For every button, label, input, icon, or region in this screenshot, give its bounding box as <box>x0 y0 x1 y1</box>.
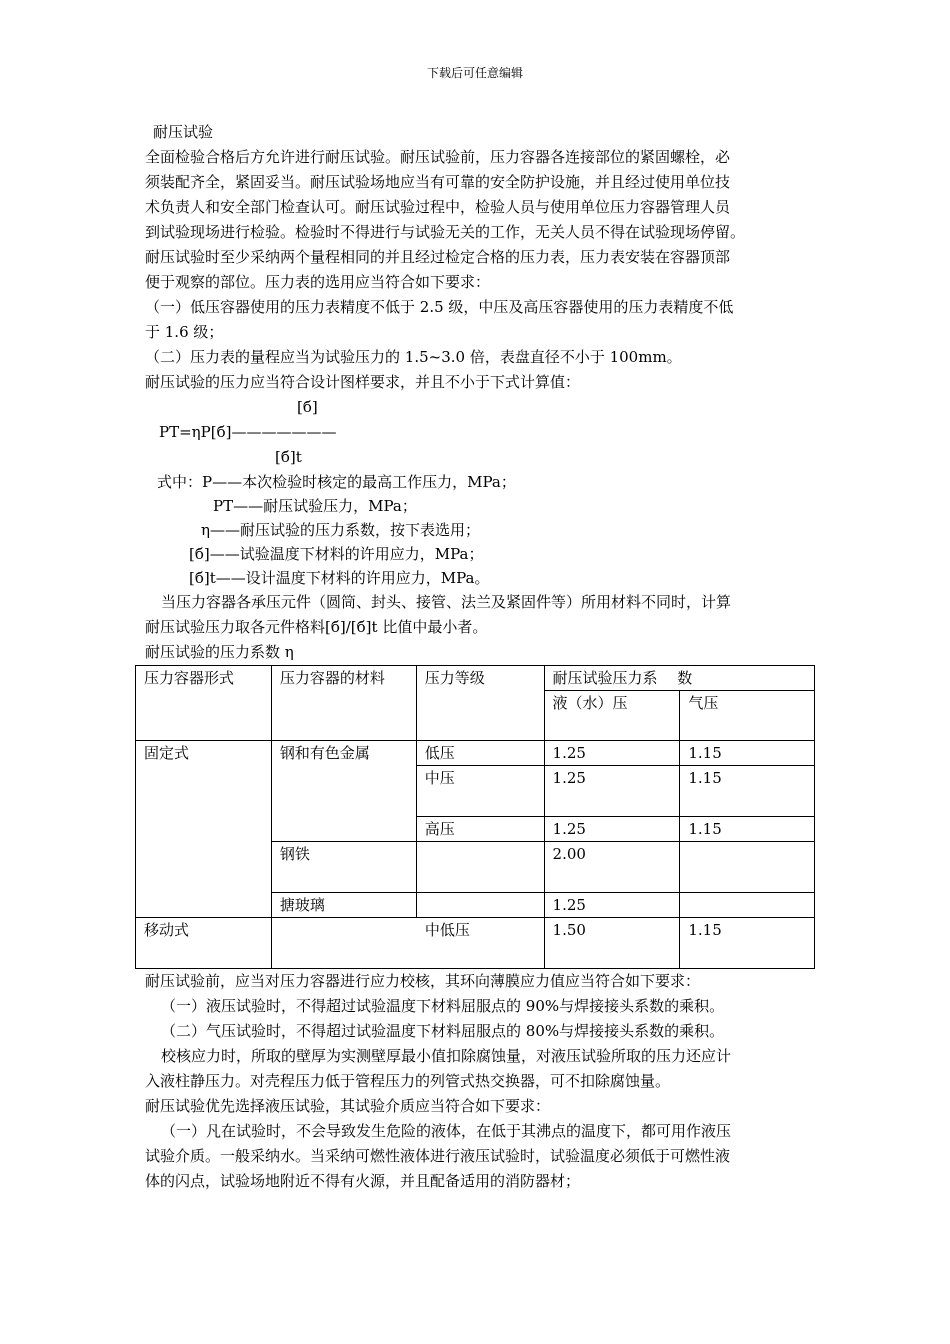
pressure-coefficient-table <box>135 665 815 969</box>
header-gas: 气压 <box>680 691 815 741</box>
paragraph-materials: 当压力容器各承压元件（圆筒、封头、接管、法兰及紧固件等）所用材料不同时，计算 耐压试验压力取各元件格料[б]/[б]t 比值中最小者。 <box>145 593 732 636</box>
formula-main: PT=ηP[б]——————— <box>159 423 337 441</box>
page-header: 下载后可任意编辑 <box>426 66 523 80</box>
paragraph-wall-thickness: 校核应力时，所取的壁厚为实测壁厚最小值扣除腐蚀量，对液压试验所取的压力还应计 入液柱静压力。对壳程压力低于管程压力的列管式热交换器，可不扣除腐蚀量。 <box>145 1047 732 1090</box>
medium-requirement-1: （一）凡在试验时，不会导致发生危险的液体，在低于其沸点的温度下，都可用作液压 试验介质。一般采纳水。当采纳可燃性液体进行液压试验时，试验温度必须低于可燃性液 体的闪点，试验场地附近不得有火源，并且配备适用的消防器材； <box>145 1122 732 1190</box>
table-caption: 耐压试验的压力系数 η <box>145 643 294 661</box>
document-body <box>145 120 815 1194</box>
check-liquid: （一）液压试验时，不得超过试验温度下材料屈服点的 90%与焊接接头系数的乘积。 <box>161 997 725 1015</box>
cell-enamel-liquid: 1.25 <box>544 893 680 918</box>
cell-mobile-gas: 1.15 <box>680 918 815 969</box>
formula-numerator: [б] <box>297 398 318 416</box>
header-coefficient: 耐压试验压力系 数 <box>544 666 814 691</box>
paragraph-medium: 耐压试验优先选择液压试验，其试验介质应当符合如下要求： <box>145 1097 551 1115</box>
cell-low-liquid: 1.25 <box>544 741 680 766</box>
cell-mobile-liquid: 1.50 <box>544 918 680 969</box>
cell-low-gas: 1.15 <box>680 741 815 766</box>
cell-fixed: 固定式 <box>136 741 272 918</box>
cell-mobile: 移动式 <box>136 918 272 969</box>
paragraph-stress-check: 耐压试验前，应当对压力容器进行应力校核，其环向薄膜应力值应当符合如下要求： <box>145 972 701 990</box>
formula-definitions: 式中：P——本次检验时核定的最高工作压力，MPa； PT——耐压试验压力，MPa； η——耐压试验的压力系数，按下表选用； [б]——试验温度下材料的许用应力，MPa； [б]t——设计温度下材料的许用应力，MPa。 <box>157 473 516 587</box>
header-form: 压力容器形式 <box>136 666 272 741</box>
paragraph-intro: 全面检验合格后方允许进行耐压试验。耐压试验前，压力容器各连接部位的紧固螺栓，必 须装配齐全，紧固妥当。耐压试验场地应当有可靠的安全防护设施，并且经过使用单位技 术负责人和安全部门检查认可。耐压试验过程中，检验人员与使用单位压力容器管理人员 到试验现场进行检验。检验时不得进行与试验无关的工作，无关人员不得在试验现场停留。 耐压试验时至少采纳两个量程相同的并且经过检定合格的压力表，压力表安装在容器顶部 便于观察的部位。压力表的选用应当符合如下要求： <box>145 148 746 291</box>
requirement-2: （二）压力表的量程应当为试验压力的 1.5~3.0 倍，表盘直径不小于 100mm。 <box>145 348 682 366</box>
cell-high: 高压 <box>416 817 544 842</box>
cell-cast-iron-liquid: 2.00 <box>544 842 680 893</box>
check-gas: （二）气压试验时，不得超过试验温度下材料屈服点的 80%与焊接接头系数的乘积。 <box>161 1022 725 1040</box>
cell-cast-iron: 钢铁 <box>271 842 416 893</box>
formula-denominator: [б]t <box>275 448 302 466</box>
header-level: 压力等级 <box>416 666 544 741</box>
section-title: 耐压试验 <box>153 123 214 141</box>
cell-low: 低压 <box>416 741 544 766</box>
header-material: 压力容器的材料 <box>271 666 416 741</box>
requirement-1: （一）低压容器使用的压力表精度不低于 2.5 级，中压及高压容器使用的压力表精度不低 于 1.6 级； <box>145 298 734 341</box>
pressure-formula <box>145 395 815 470</box>
cell-mobile-level: 中低压 <box>271 918 544 969</box>
cell-mid-gas: 1.15 <box>680 766 815 817</box>
cell-high-liquid: 1.25 <box>544 817 680 842</box>
cell-steel-nonferrous: 钢和有色金属 <box>271 741 416 842</box>
cell-enamel: 搪玻璃 <box>271 893 416 918</box>
formula-intro: 耐压试验的压力应当符合设计图样要求，并且不小于下式计算值： <box>145 373 581 391</box>
cell-high-gas: 1.15 <box>680 817 815 842</box>
cell-mid: 中压 <box>416 766 544 817</box>
cell-mid-liquid: 1.25 <box>544 766 680 817</box>
header-liquid: 液（水）压 <box>544 691 680 741</box>
